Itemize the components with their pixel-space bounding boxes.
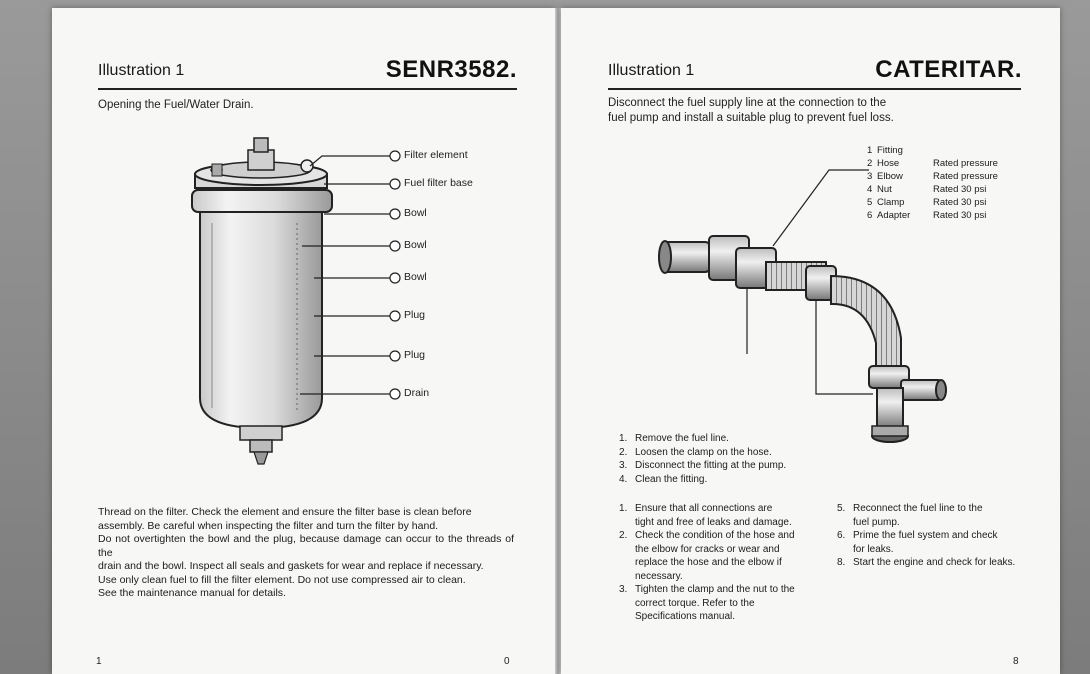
- list-item: 4. Clean the fitting.: [619, 473, 708, 485]
- right-page-doc-code: CATERITAR.: [875, 56, 1022, 83]
- right-page-title: Illustration 1: [608, 62, 695, 79]
- callout-3: Bowl: [404, 207, 427, 219]
- steps-list-left: [619, 502, 819, 624]
- callout-5: Bowl: [404, 271, 427, 283]
- right-page-subtitle: Disconnect the fuel supply line at the connection to the fuel pump and install a suitable plug to prevent fuel loss.: [608, 97, 894, 124]
- spec-row: 2 Hose Rated pressure: [867, 158, 998, 169]
- callout-1: Filter element: [404, 149, 468, 161]
- left-header-rule: [98, 88, 517, 90]
- left-body-text: Thread on the filter. Check the element and ensure the filter base is clean before assembly. Be careful when inspecting the filter and turn the filter by hand. Do not overtighten the bowl and the plug, because damage can occur to the threads of the drain and the bowl. Inspect all seals and gaskets for wear and replace if necessary. Use only clean fuel to fill the filter element. Do not use compressed air to clean. See the maintenance manual for details.: [98, 506, 514, 599]
- fuel-filter-illustration: [52, 128, 555, 508]
- hose-elbow-illustration: [561, 148, 1060, 448]
- list-item: 3. Tighten the clamp and the nut to the correct torque. Refer to the Specifications manual.: [619, 584, 795, 622]
- left-page-number: 1: [96, 656, 102, 667]
- list-item: 6. Prime the fuel system and check for leaks.: [837, 530, 998, 555]
- left-page-footer-mark: 0: [504, 656, 510, 667]
- spec-row: 4 Nut Rated 30 psi: [867, 184, 987, 195]
- spec-row: 1 Fitting: [867, 145, 903, 156]
- spec-row: 6 Adapter Rated 30 psi: [867, 210, 987, 221]
- left-page-title: Illustration 1: [98, 62, 185, 79]
- list-item: 1. Remove the fuel line.: [619, 433, 729, 444]
- right-header-rule: [608, 88, 1021, 90]
- list-item: 5. Reconnect the fuel line to the fuel pump.: [837, 503, 983, 528]
- list-item: 2. Check the condition of the hose and the elbow for cracks or wear and replace the hose and the elbow if necessary.: [619, 530, 795, 582]
- spec-row: 3 Elbow Rated pressure: [867, 171, 998, 182]
- left-page-subtitle: Opening the Fuel/Water Drain.: [98, 99, 254, 111]
- steps-list-right: [837, 502, 1027, 570]
- callout-2: Fuel filter base: [404, 177, 473, 189]
- callout-8: Drain: [404, 387, 430, 399]
- left-page-doc-code: SENR3582.: [385, 56, 517, 83]
- list-item: 1. Ensure that all connections are tight and free of leaks and damage.: [619, 503, 792, 528]
- list-item: 8. Start the engine and check for leaks.: [837, 557, 1016, 568]
- right-page-number: 8: [1013, 656, 1019, 667]
- list-item: 2. Loosen the clamp on the hose.: [619, 446, 772, 458]
- callout-7: Plug: [404, 349, 426, 361]
- list-item: 3. Disconnect the fitting at the pump.: [619, 460, 787, 471]
- parts-list: [619, 432, 786, 486]
- spec-row: 5 Clamp Rated 30 psi: [867, 197, 987, 208]
- callout-4: Bowl: [404, 239, 427, 251]
- left-page: [52, 8, 555, 674]
- right-page: [561, 8, 1060, 674]
- callout-6: Plug: [404, 309, 426, 321]
